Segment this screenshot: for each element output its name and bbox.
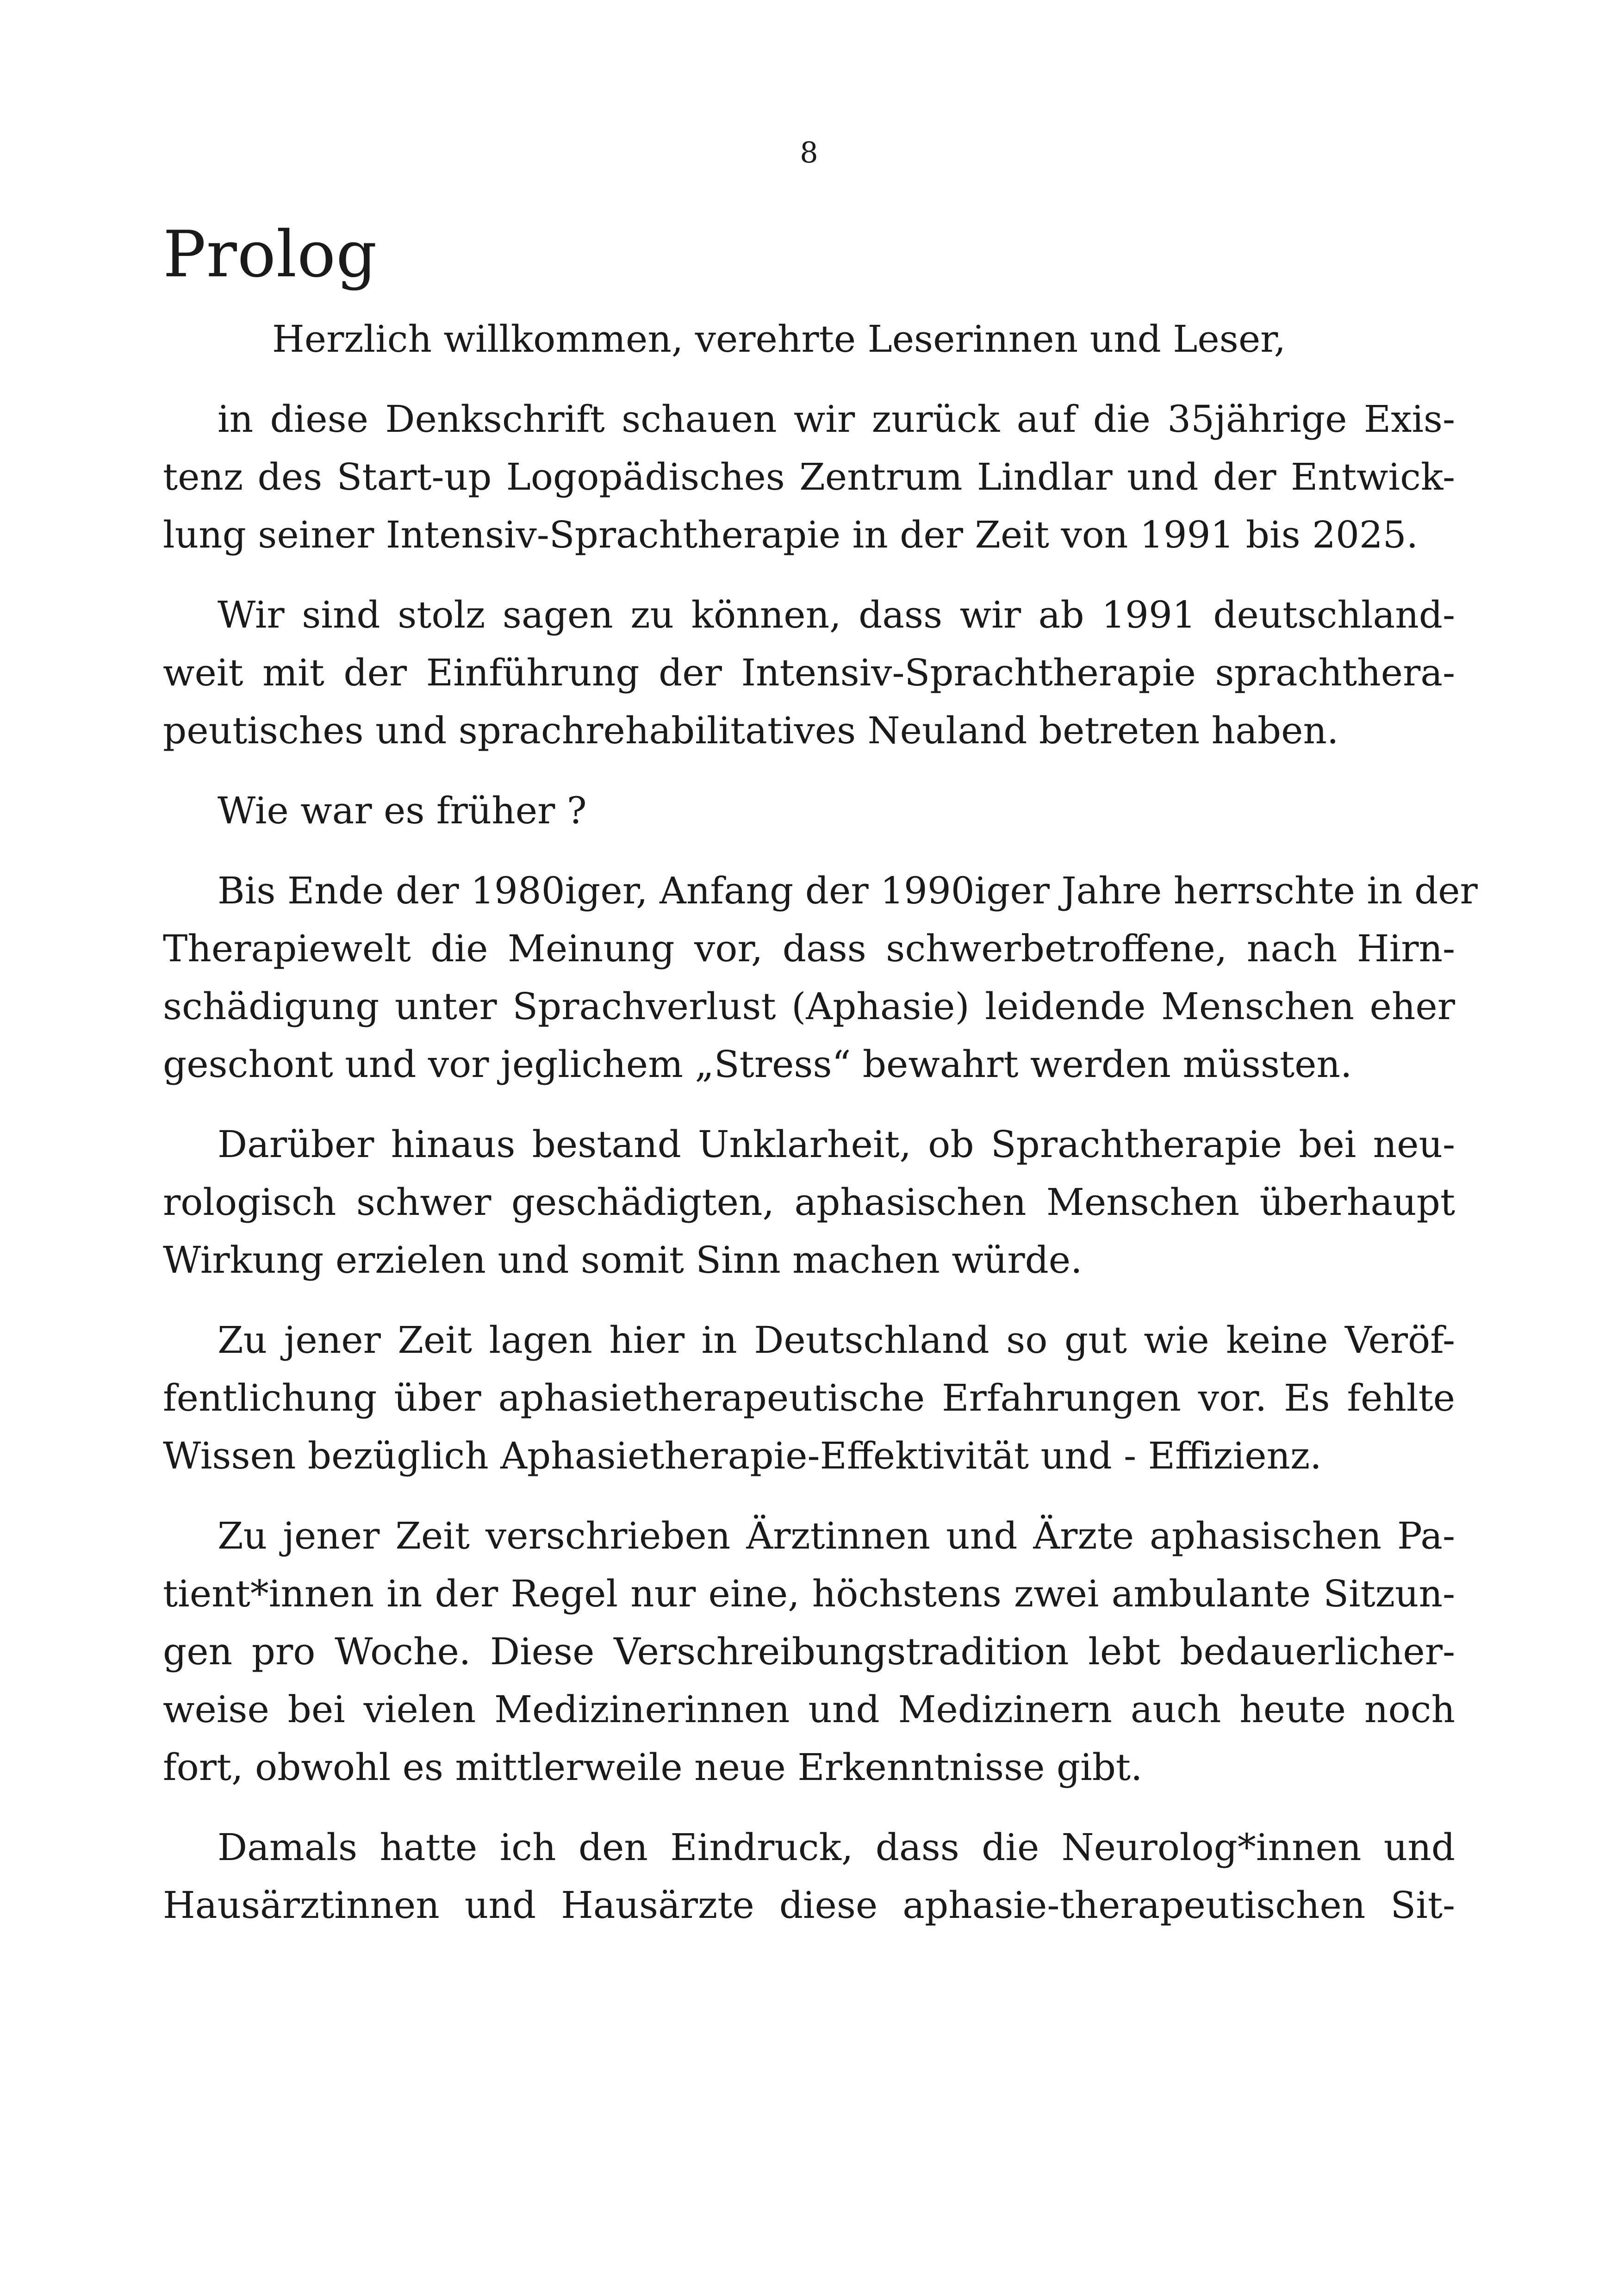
paragraph-line: Damals hatte ich den Eindruck, dass die Neurolog*innen und (218, 1826, 1455, 1869)
paragraph-impression (163, 1818, 1455, 1934)
paragraph-prescriptions (163, 1507, 1455, 1796)
paragraph-line: rologisch schwer geschädigten, aphasischen Menschen überhaupt (163, 1181, 1455, 1224)
paragraph-line: tient*innen in der Regel nur eine, höchstens zwei ambulante Sitzun- (163, 1572, 1455, 1615)
paragraph-line: Therapiewelt die Meinung vor, dass schwerbetroffene, nach Hirn- (163, 927, 1455, 970)
paragraph-line: Herzlich willkommen, verehrte Leserinnen und Leser, (272, 317, 1286, 361)
paragraph-line: in diese Denkschrift schauen wir zurück auf die 35jährige Exis- (218, 398, 1455, 441)
paragraph-line: geschont und vor jeglichem „Stress“ bewahrt werden müssten. (163, 1043, 1352, 1086)
paragraph-greeting (163, 310, 1455, 368)
paragraph-line: Zu jener Zeit lagen hier in Deutschland so gut wie keine Veröf- (218, 1319, 1455, 1362)
page-number: 8 (800, 136, 818, 169)
paragraph-line: weit mit der Einführung der Intensiv-Sprachtherapie sprachthera- (163, 651, 1455, 694)
paragraph-question (163, 782, 1455, 840)
paragraph-line: Zu jener Zeit verschrieben Ärztinnen und Ärzte aphasischen Pa- (218, 1514, 1455, 1557)
paragraph-pride (163, 586, 1455, 759)
paragraph-line: fentlichung über aphasietherapeutische Erfahrungen vor. Es fehlte (163, 1376, 1455, 1419)
paragraph-line: Bis Ende der 1980iger, Anfang der 1990iger Jahre herrschte in der (218, 869, 1478, 912)
paragraph-line: schädigung unter Sprachverlust (Aphasie) leidende Menschen eher (163, 985, 1455, 1028)
paragraph-line: peutisches und sprachrehabilitatives Neuland betreten haben. (163, 709, 1339, 752)
paragraph-publications (163, 1311, 1455, 1485)
paragraph-line: Wir sind stolz sagen zu können, dass wir ab 1991 deutschland- (218, 593, 1455, 636)
paragraph-history (163, 862, 1478, 1093)
paragraph-line: fort, obwohl es mittlerweile neue Erkenntnisse gibt. (163, 1746, 1143, 1789)
paragraph-line: gen pro Woche. Diese Verschreibungstradition lebt bedauerlicher- (163, 1630, 1455, 1673)
paragraph-line: weise bei vielen Medizinerinnen und Medizinern auch heute noch (163, 1688, 1455, 1731)
paragraph-line: Wirkung erzielen und somit Sinn machen würde. (163, 1238, 1083, 1282)
chapter-title: Prolog (163, 217, 378, 292)
body-text (163, 310, 1478, 1956)
paragraph-line: tenz des Start-up Logopädisches Zentrum Lindlar und der Entwick- (163, 455, 1455, 498)
paragraph-line: Darüber hinaus bestand Unklarheit, ob Sprachtherapie bei neu- (218, 1123, 1455, 1166)
paragraph-intro (163, 390, 1455, 564)
paragraph-line: Wie war es früher ? (218, 789, 587, 832)
paragraph-line: lung seiner Intensiv-Sprachtherapie in der Zeit von 1991 bis 2025. (163, 513, 1419, 556)
paragraph-line: Hausärztinnen und Hausärzte diese aphasie-therapeutischen Sit- (163, 1884, 1455, 1927)
paragraph-uncertainty (163, 1115, 1455, 1289)
paragraph-line: Wissen bezüglich Aphasietherapie-Effektivität und - Effizienz. (163, 1434, 1322, 1477)
